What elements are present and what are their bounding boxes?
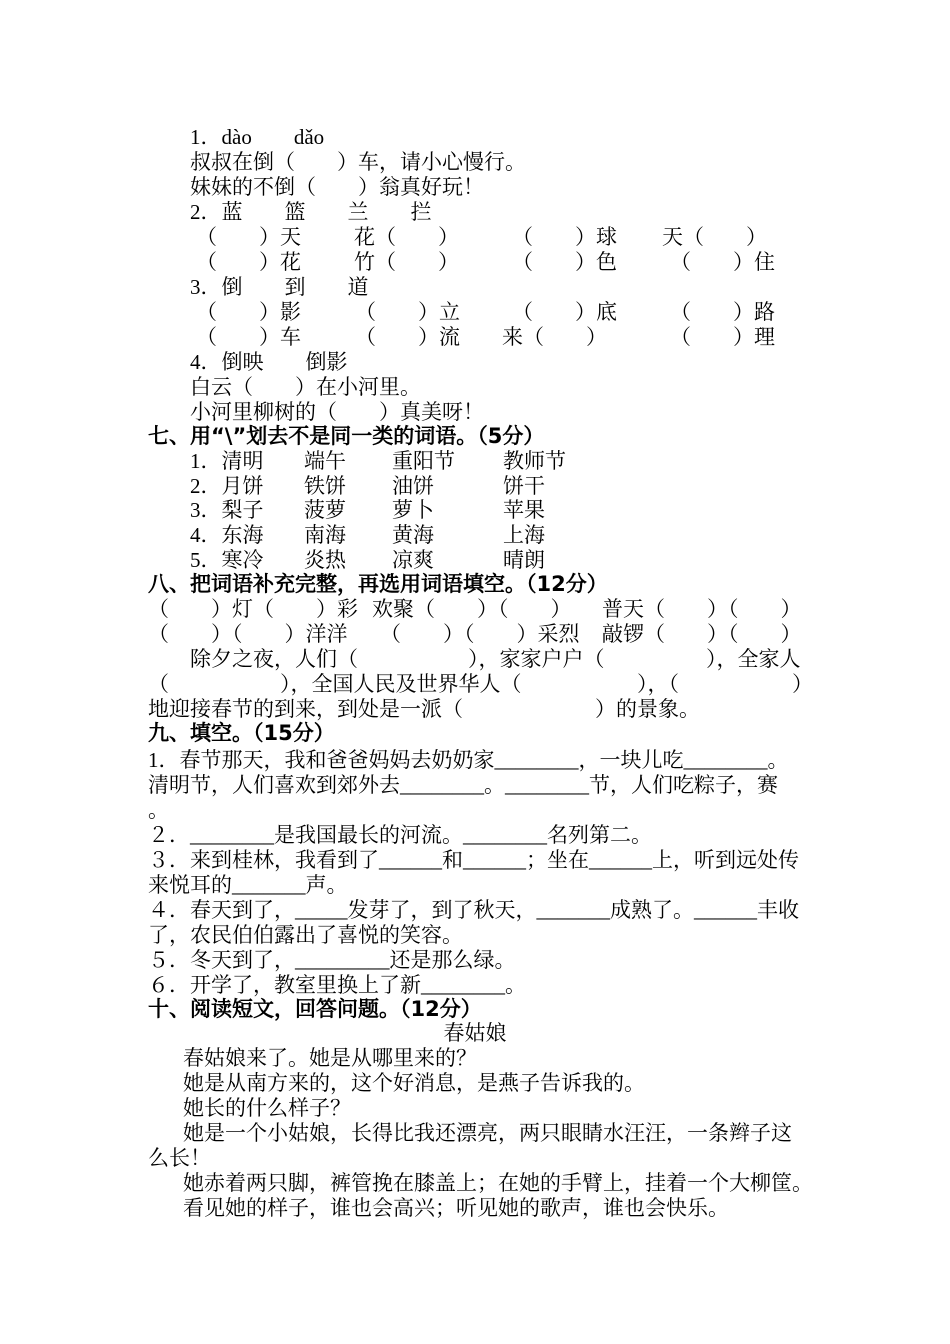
q3-blank-cell: （ ）底 bbox=[512, 300, 617, 324]
paragraph-fragment: ），（ bbox=[637, 672, 679, 696]
word-group-item: 5．寒冷 bbox=[190, 548, 264, 572]
word-group-item: 3．梨子 bbox=[190, 498, 264, 522]
q1-pinyin-options: 1．dào dǎo bbox=[190, 125, 325, 149]
fill-blank-line: 。 bbox=[148, 798, 169, 822]
paragraph-fragment: ），家家户户（ bbox=[468, 647, 605, 671]
q2-blank-cell: 竹（ ） bbox=[354, 250, 459, 274]
word-group-item: 4．东海 bbox=[190, 523, 264, 547]
fill-blank-line: ３．来到桂林，我看到了______和______；坐在______上，听到远处传 bbox=[148, 848, 799, 872]
fill-blank-line: ４．春天到了，_____发芽了，到了秋天，_______成熟了。______丰收 bbox=[148, 898, 799, 922]
word-group-item: 上海 bbox=[503, 523, 545, 547]
q3-blank-cell: （ ）影 bbox=[196, 300, 301, 324]
word-group-item: 南海 bbox=[304, 523, 346, 547]
idiom-blank: （ ）（ ）采烈 bbox=[380, 622, 580, 646]
q2-blank-cell: （ ）天 bbox=[196, 225, 301, 249]
word-group-item: 苹果 bbox=[503, 498, 545, 522]
q2-blank-cell: （ ）色 bbox=[512, 250, 617, 274]
paragraph-fragment: 除夕之夜，人们（ bbox=[190, 647, 358, 671]
fill-blank-line: 清明节，人们喜欢到郊外去________。________节，人们吃粽子，赛 bbox=[148, 773, 778, 797]
word-group-item: 炎热 bbox=[304, 548, 346, 572]
idiom-blank: 欢聚（ ）（ ） bbox=[372, 597, 572, 621]
paragraph-fragment: ），全国人民及世界华人（ bbox=[280, 672, 522, 696]
word-group-item: 菠萝 bbox=[304, 498, 346, 522]
q3-blank-cell: （ ）流 bbox=[355, 325, 460, 349]
idiom-blank: （ ）（ ）洋洋 bbox=[148, 622, 348, 646]
word-group-item: 饼干 bbox=[503, 474, 545, 498]
fill-blank-line: 了，农民伯伯露出了喜悦的笑容。 bbox=[148, 923, 463, 947]
passage-title: 春姑娘 bbox=[443, 1021, 507, 1045]
paragraph-fragment: ）的景象。 bbox=[595, 697, 700, 721]
word-group-item: 黄海 bbox=[392, 523, 434, 547]
fill-blank-line: ５．冬天到了，_________还是那么绿。 bbox=[148, 948, 516, 972]
q2-blank-cell: 天（ ） bbox=[662, 225, 767, 249]
idiom-blank: （ ）灯（ ）彩 bbox=[148, 597, 358, 621]
word-group-item: 凉爽 bbox=[392, 548, 434, 572]
word-group-item: 1．清明 bbox=[190, 449, 264, 473]
q3-blank-cell: 来（ ） bbox=[502, 325, 607, 349]
passage-line: 她是一个小姑娘，长得比我还漂亮，两只眼睛水汪汪，一条辫子这 bbox=[183, 1121, 792, 1145]
q2-blank-cell: 花（ ） bbox=[354, 225, 459, 249]
section-10-heading: 十、阅读短文，回答问题。（12分） bbox=[148, 997, 482, 1021]
passage-line: 看见她的样子，谁也会高兴；听见她的歌声，谁也会快乐。 bbox=[183, 1196, 729, 1220]
idiom-blank: 敲锣（ ）（ ） bbox=[602, 622, 802, 646]
q2-blank-cell: （ ）住 bbox=[670, 250, 775, 274]
passage-line: 她赤着两只脚，裤管挽在膝盖上；在她的手臂上，挂着一个大柳筐。 bbox=[183, 1171, 813, 1195]
q3-blank-cell: （ ）路 bbox=[670, 300, 775, 324]
paragraph-fragment: ） bbox=[792, 672, 813, 696]
section-7-heading: 七、用“\”划去不是同一类的词语。（5分） bbox=[148, 424, 545, 448]
word-group-item: 教师节 bbox=[503, 449, 566, 473]
fill-blank-line: ２．________是我国最长的河流。________名列第二。 bbox=[148, 823, 652, 847]
word-group-item: 晴朗 bbox=[503, 548, 545, 572]
word-group-item: 端午 bbox=[304, 449, 346, 473]
fill-blank-line: ６．开学了，教室里换上了新________。 bbox=[148, 973, 526, 997]
q3-char-options: 3．倒 到 道 bbox=[190, 275, 369, 299]
q3-blank-cell: （ ）车 bbox=[196, 325, 301, 349]
word-group-item: 油饼 bbox=[392, 474, 434, 498]
q2-blank-cell: （ ）球 bbox=[512, 225, 617, 249]
q2-blank-cell: （ ）花 bbox=[196, 250, 301, 274]
fill-blank-line: 1．春节那天，我和爸爸妈妈去奶奶家________，一块儿吃________。 bbox=[148, 748, 789, 772]
q3-blank-cell: （ ）理 bbox=[670, 325, 775, 349]
fill-blank-line: 来悦耳的_______声。 bbox=[148, 873, 348, 897]
word-group-item: 萝卜 bbox=[392, 498, 434, 522]
word-group-item: 2．月饼 bbox=[190, 474, 264, 498]
word-group-item: 铁饼 bbox=[304, 474, 346, 498]
paragraph-fragment: ），全家人 bbox=[706, 647, 801, 671]
section-8-heading: 八、把词语补充完整，再选用词语填空。（12分） bbox=[148, 572, 608, 596]
passage-line: 春姑娘来了。她是从哪里来的？ bbox=[183, 1046, 477, 1070]
section-9-heading: 九、填空。（15分） bbox=[148, 721, 335, 745]
paragraph-fragment: （ bbox=[148, 672, 169, 696]
word-group-item: 重阳节 bbox=[392, 449, 455, 473]
q1-sentence-1: 叔叔在倒（ ）车，请小心慢行。 bbox=[190, 150, 526, 174]
passage-line: 她长的什么样子？ bbox=[183, 1096, 351, 1120]
idiom-blank: 普天（ ）（ ） bbox=[602, 597, 802, 621]
q2-char-options: 2．蓝 篮 兰 拦 bbox=[190, 200, 432, 224]
paragraph-fragment: 地迎接春节的到来，到处是一派（ bbox=[148, 697, 463, 721]
q3-blank-cell: （ ）立 bbox=[355, 300, 460, 324]
q4-sentence-1: 白云（ ）在小河里。 bbox=[190, 375, 421, 399]
passage-line: 么长！ bbox=[148, 1146, 211, 1170]
q4-sentence-2: 小河里柳树的（ ）真美呀！ bbox=[190, 400, 484, 424]
q1-sentence-2: 妹妹的不倒（ ）翁真好玩！ bbox=[190, 175, 484, 199]
passage-line: 她是从南方来的，这个好消息，是燕子告诉我的。 bbox=[183, 1071, 645, 1095]
q4-word-options: 4．倒映 倒影 bbox=[190, 350, 348, 374]
